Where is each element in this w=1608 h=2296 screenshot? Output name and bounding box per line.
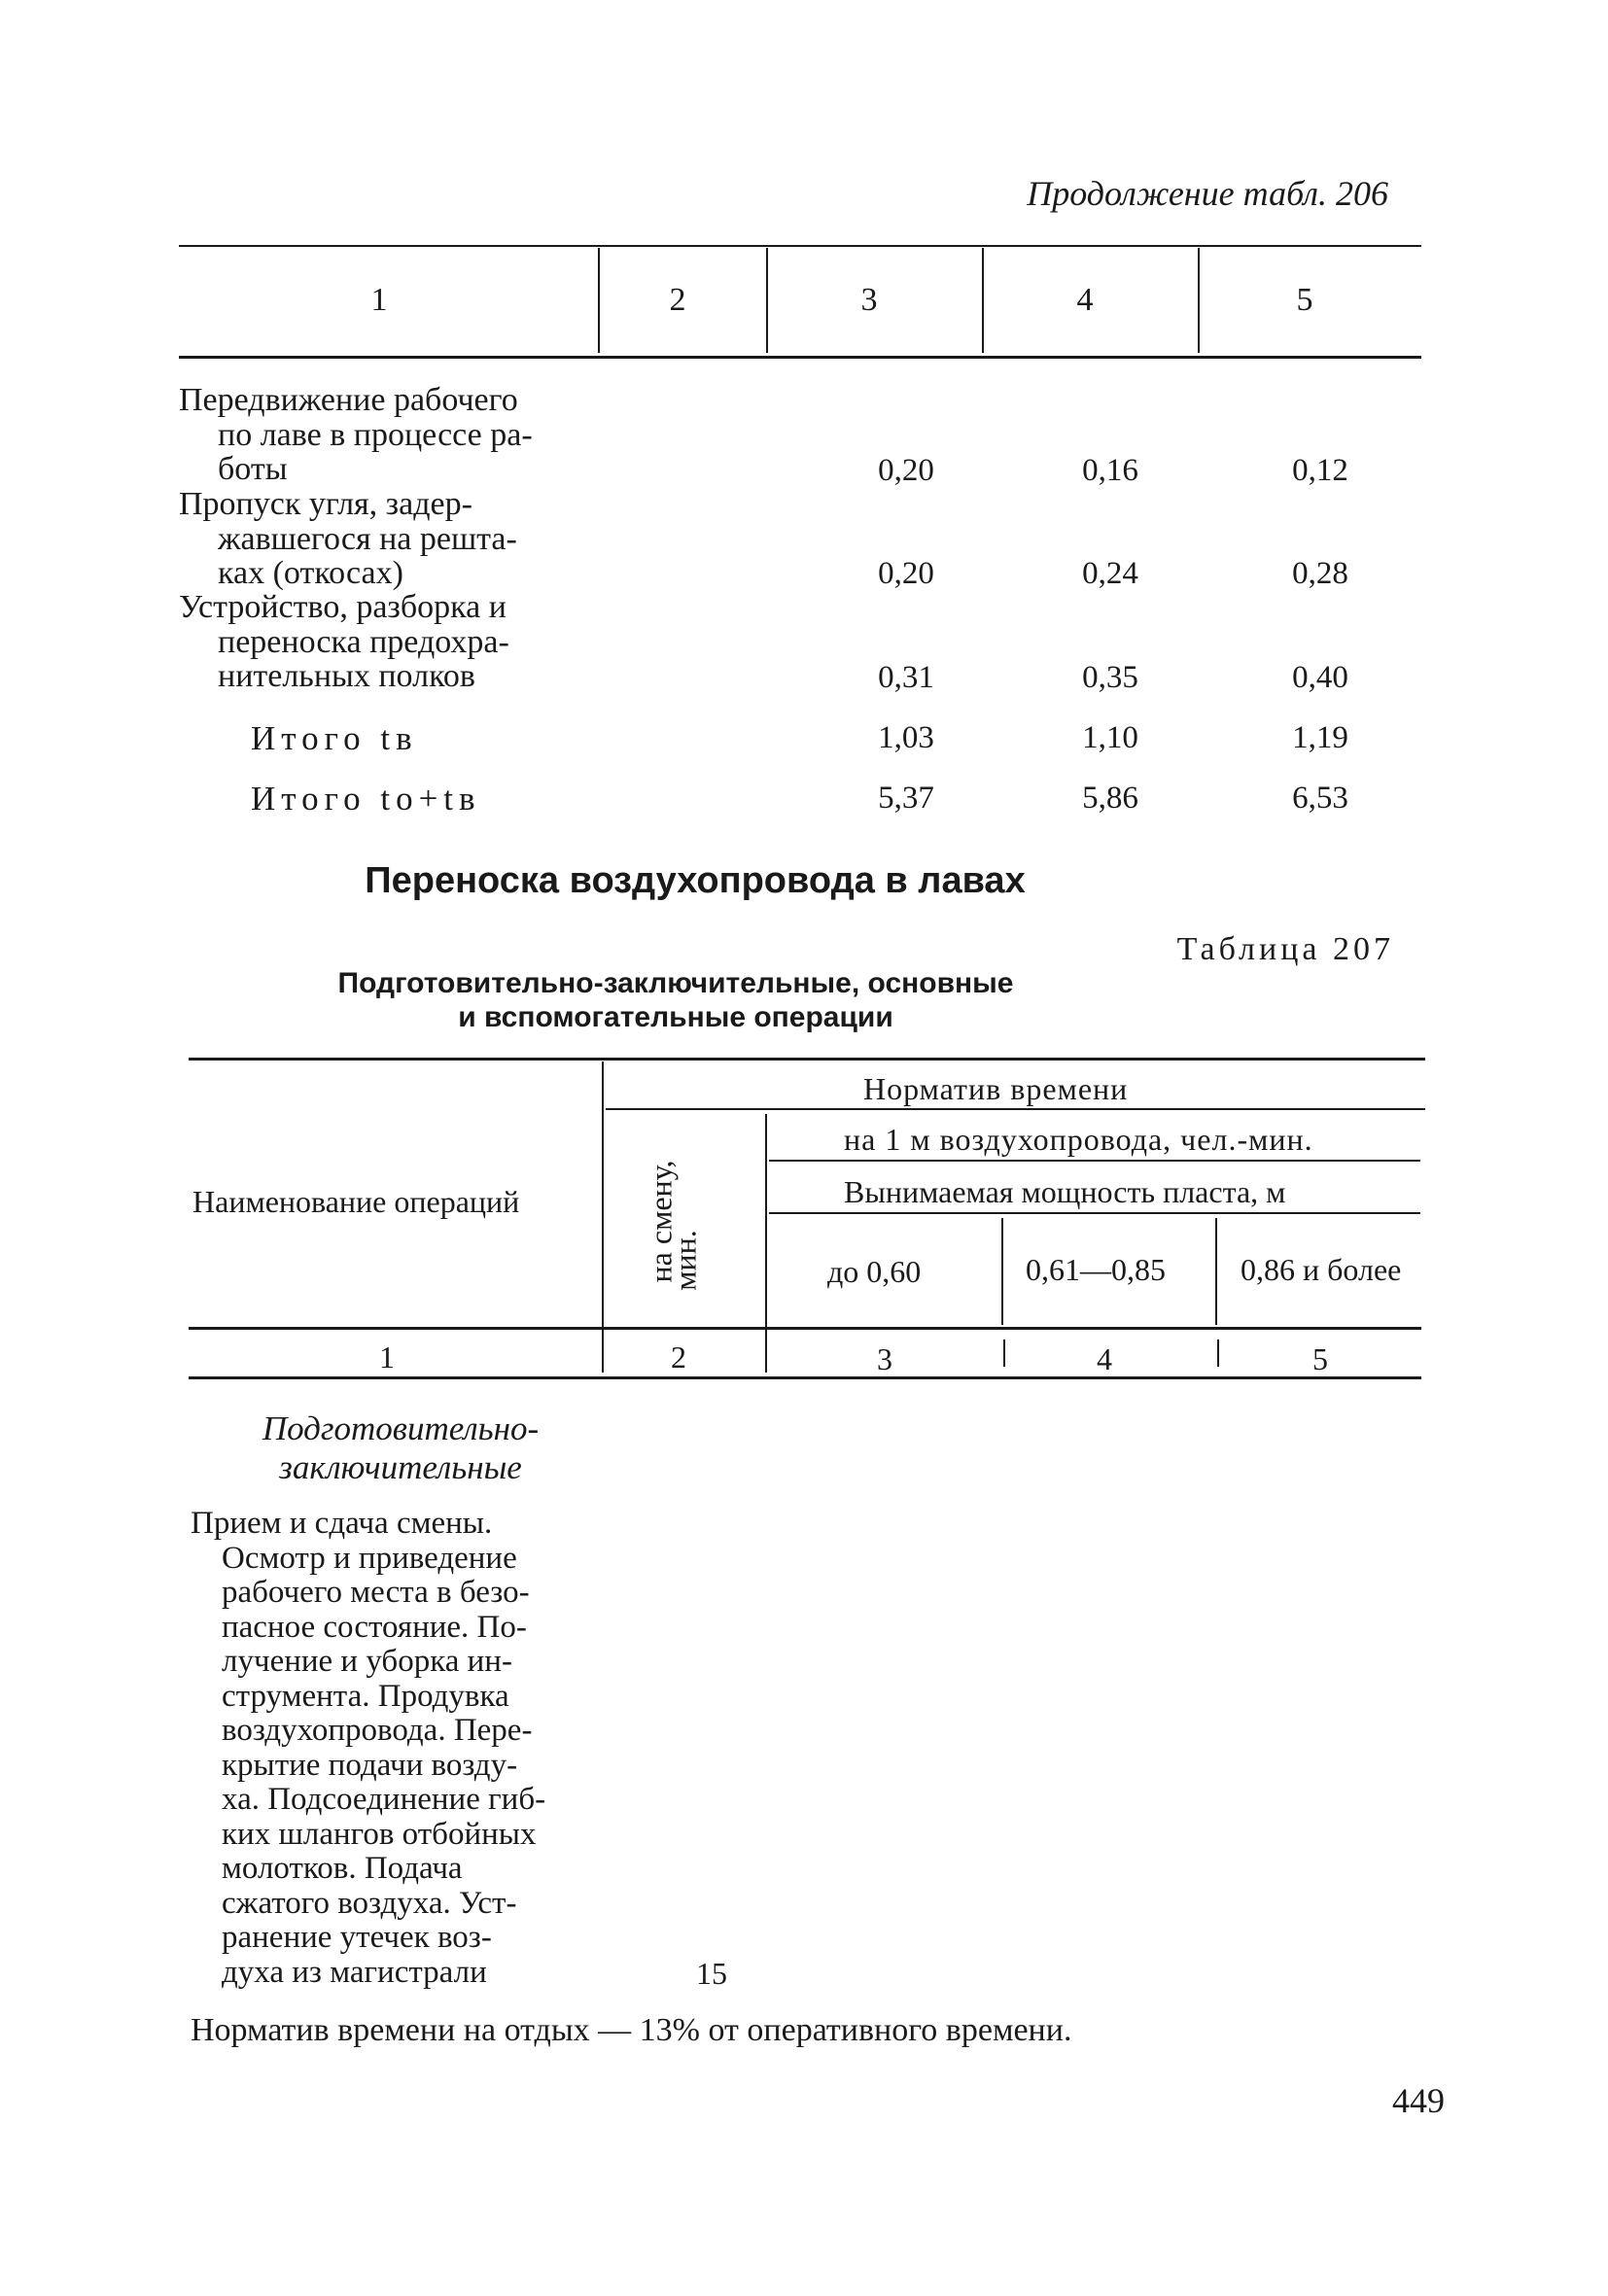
operation-description — [191, 1507, 599, 1990]
table207-bottom-rule — [189, 1376, 1421, 1379]
table206-row-2-col-5: 0,28 — [1292, 556, 1348, 591]
para-line: ха. Подсоединение гиб- — [222, 1782, 546, 1817]
para-line: сжатого воздуха. Уст- — [222, 1885, 517, 1921]
table206-header-col-1: 1 — [370, 282, 388, 318]
group-title-line: заключительные — [279, 1448, 522, 1486]
table207-norm-rule — [606, 1108, 1425, 1110]
table206-header-col-3: 3 — [860, 282, 878, 318]
para-line: струмента. Продувка — [222, 1678, 509, 1714]
table207-col-c: 0,86 и более — [1241, 1252, 1402, 1287]
table207-col-b: 0,61—0,85 — [1026, 1252, 1166, 1287]
table207-col-name: Наименование операций — [192, 1184, 520, 1219]
table206-col-divider — [598, 248, 600, 353]
row-line: Передвижение рабочего — [179, 382, 518, 418]
table206-row-1-col-3: 0,20 — [878, 453, 934, 488]
table207-per-meter-rule — [769, 1160, 1420, 1162]
table-label: Таблица 207 — [1176, 931, 1394, 967]
table206-total-1-col-5: 1,19 — [1292, 720, 1348, 755]
table206-col-divider — [982, 248, 984, 353]
table206-total-2-col-4: 5,86 — [1082, 781, 1138, 816]
table207-top-rule — [189, 1058, 1425, 1061]
para-line: ранение утечек воз- — [222, 1920, 492, 1955]
rest-time-note: Норматив времени на отдых — 13% от оперативного времени. — [191, 2012, 1072, 2048]
table207-num-4: 4 — [1097, 1341, 1112, 1376]
para-line: лучение и уборка ин- — [222, 1644, 512, 1679]
table207-num-3: 3 — [877, 1341, 892, 1376]
table206-col-divider — [1198, 248, 1200, 353]
table207-col-divider — [1215, 1218, 1217, 1325]
table207-col-divider — [1001, 1218, 1003, 1325]
table207-num-5: 5 — [1312, 1341, 1328, 1376]
para-line: ких шлангов отбойных — [222, 1816, 537, 1852]
table206-total-1-col-3: 1,03 — [878, 720, 934, 755]
row-line: боты — [218, 451, 288, 487]
table207-num-divider — [1003, 1339, 1005, 1367]
table206-row-1-label — [179, 383, 533, 487]
table207-num-divider — [1217, 1339, 1219, 1367]
table207-num-1: 1 — [379, 1339, 395, 1374]
group-title — [255, 1409, 546, 1487]
table206-top-rule — [179, 245, 1421, 247]
table206-header-col-5: 5 — [1296, 282, 1313, 318]
para-line: молотков. Подача — [222, 1851, 463, 1886]
table-subtitle-line-1: Подготовительно-заключительные, основные — [337, 967, 1014, 999]
table206-header-rule — [179, 356, 1421, 359]
table206-row-1-col-4: 0,16 — [1082, 453, 1138, 488]
group-title-line: Подготовительно- — [262, 1409, 540, 1447]
row-line: жавшегося на решта- — [218, 520, 517, 557]
row-line: нительных полков — [218, 658, 475, 694]
row-line: Пропуск угля, задер- — [179, 486, 472, 522]
table206-row-3-col-3: 0,31 — [878, 660, 934, 695]
table206-row-3-col-4: 0,35 — [1082, 660, 1138, 695]
para-line: рабочего места в безо- — [222, 1575, 530, 1610]
table206-total-1-col-4: 1,10 — [1082, 720, 1138, 755]
table207-header-rule — [189, 1327, 1421, 1330]
table207-col-divider — [602, 1061, 604, 1373]
table207-col-per-shift-1: на смену, — [643, 1160, 679, 1283]
table207-col-per-shift-2: мин. — [667, 1230, 703, 1291]
table206-header-col-2: 2 — [669, 282, 686, 318]
para-line: пасное состояние. По- — [222, 1609, 527, 1645]
para-line: духа из магистрали — [222, 1954, 487, 1990]
table207-col-thickness: Вынимаемая мощность пласта, м — [844, 1174, 1286, 1209]
table206-total-2-label: Итого tо+tв — [251, 780, 481, 818]
table206-total-1-label: Итого tв — [251, 719, 418, 757]
table207-col-divider — [765, 1114, 767, 1373]
table206-row-2-label — [179, 487, 517, 591]
table206-col-divider — [766, 248, 768, 353]
table206-row-3-col-5: 0,40 — [1292, 660, 1348, 695]
table206-total-2-col-3: 5,37 — [878, 781, 934, 816]
row-line: Устройство, разборка и — [179, 589, 507, 625]
page-number: 449 — [1392, 2081, 1445, 2120]
row-line: по лаве в процессе ра- — [218, 416, 533, 453]
table207-col-time-norm: Норматив времени — [863, 1071, 1129, 1106]
table-subtitle-line-2: и вспомогательные операции — [458, 1001, 893, 1033]
table206-row-2-col-4: 0,24 — [1082, 556, 1138, 591]
row-line: ках (откосах) — [218, 555, 403, 591]
table207-col-a: до 0,60 — [827, 1254, 922, 1289]
para-line: воздухопровода. Пере- — [222, 1713, 533, 1748]
table206-header-col-4: 4 — [1076, 282, 1094, 318]
table206-row-3-label — [179, 590, 509, 694]
section-title: Переноска воздухопровода в лавах — [365, 860, 1026, 901]
table206-row-2-col-3: 0,20 — [878, 556, 934, 591]
para-line: Прием и сдача смены. — [191, 1506, 493, 1541]
operation-value-per-shift: 15 — [696, 1956, 727, 1991]
table206-row-1-col-5: 0,12 — [1292, 453, 1348, 488]
para-line: крытие подачи возду- — [222, 1747, 518, 1783]
continuation-title: Продолжение табл. 206 — [1027, 174, 1388, 213]
para-line: Осмотр и приведение — [222, 1540, 517, 1576]
row-line: переноска предохра- — [218, 623, 509, 660]
table207-col-per-meter: на 1 м воздухопровода, чел.-мин. — [844, 1122, 1313, 1157]
table207-num-2: 2 — [671, 1339, 686, 1374]
table206-total-2-col-5: 6,53 — [1292, 781, 1348, 816]
table207-thickness-rule — [769, 1212, 1420, 1214]
